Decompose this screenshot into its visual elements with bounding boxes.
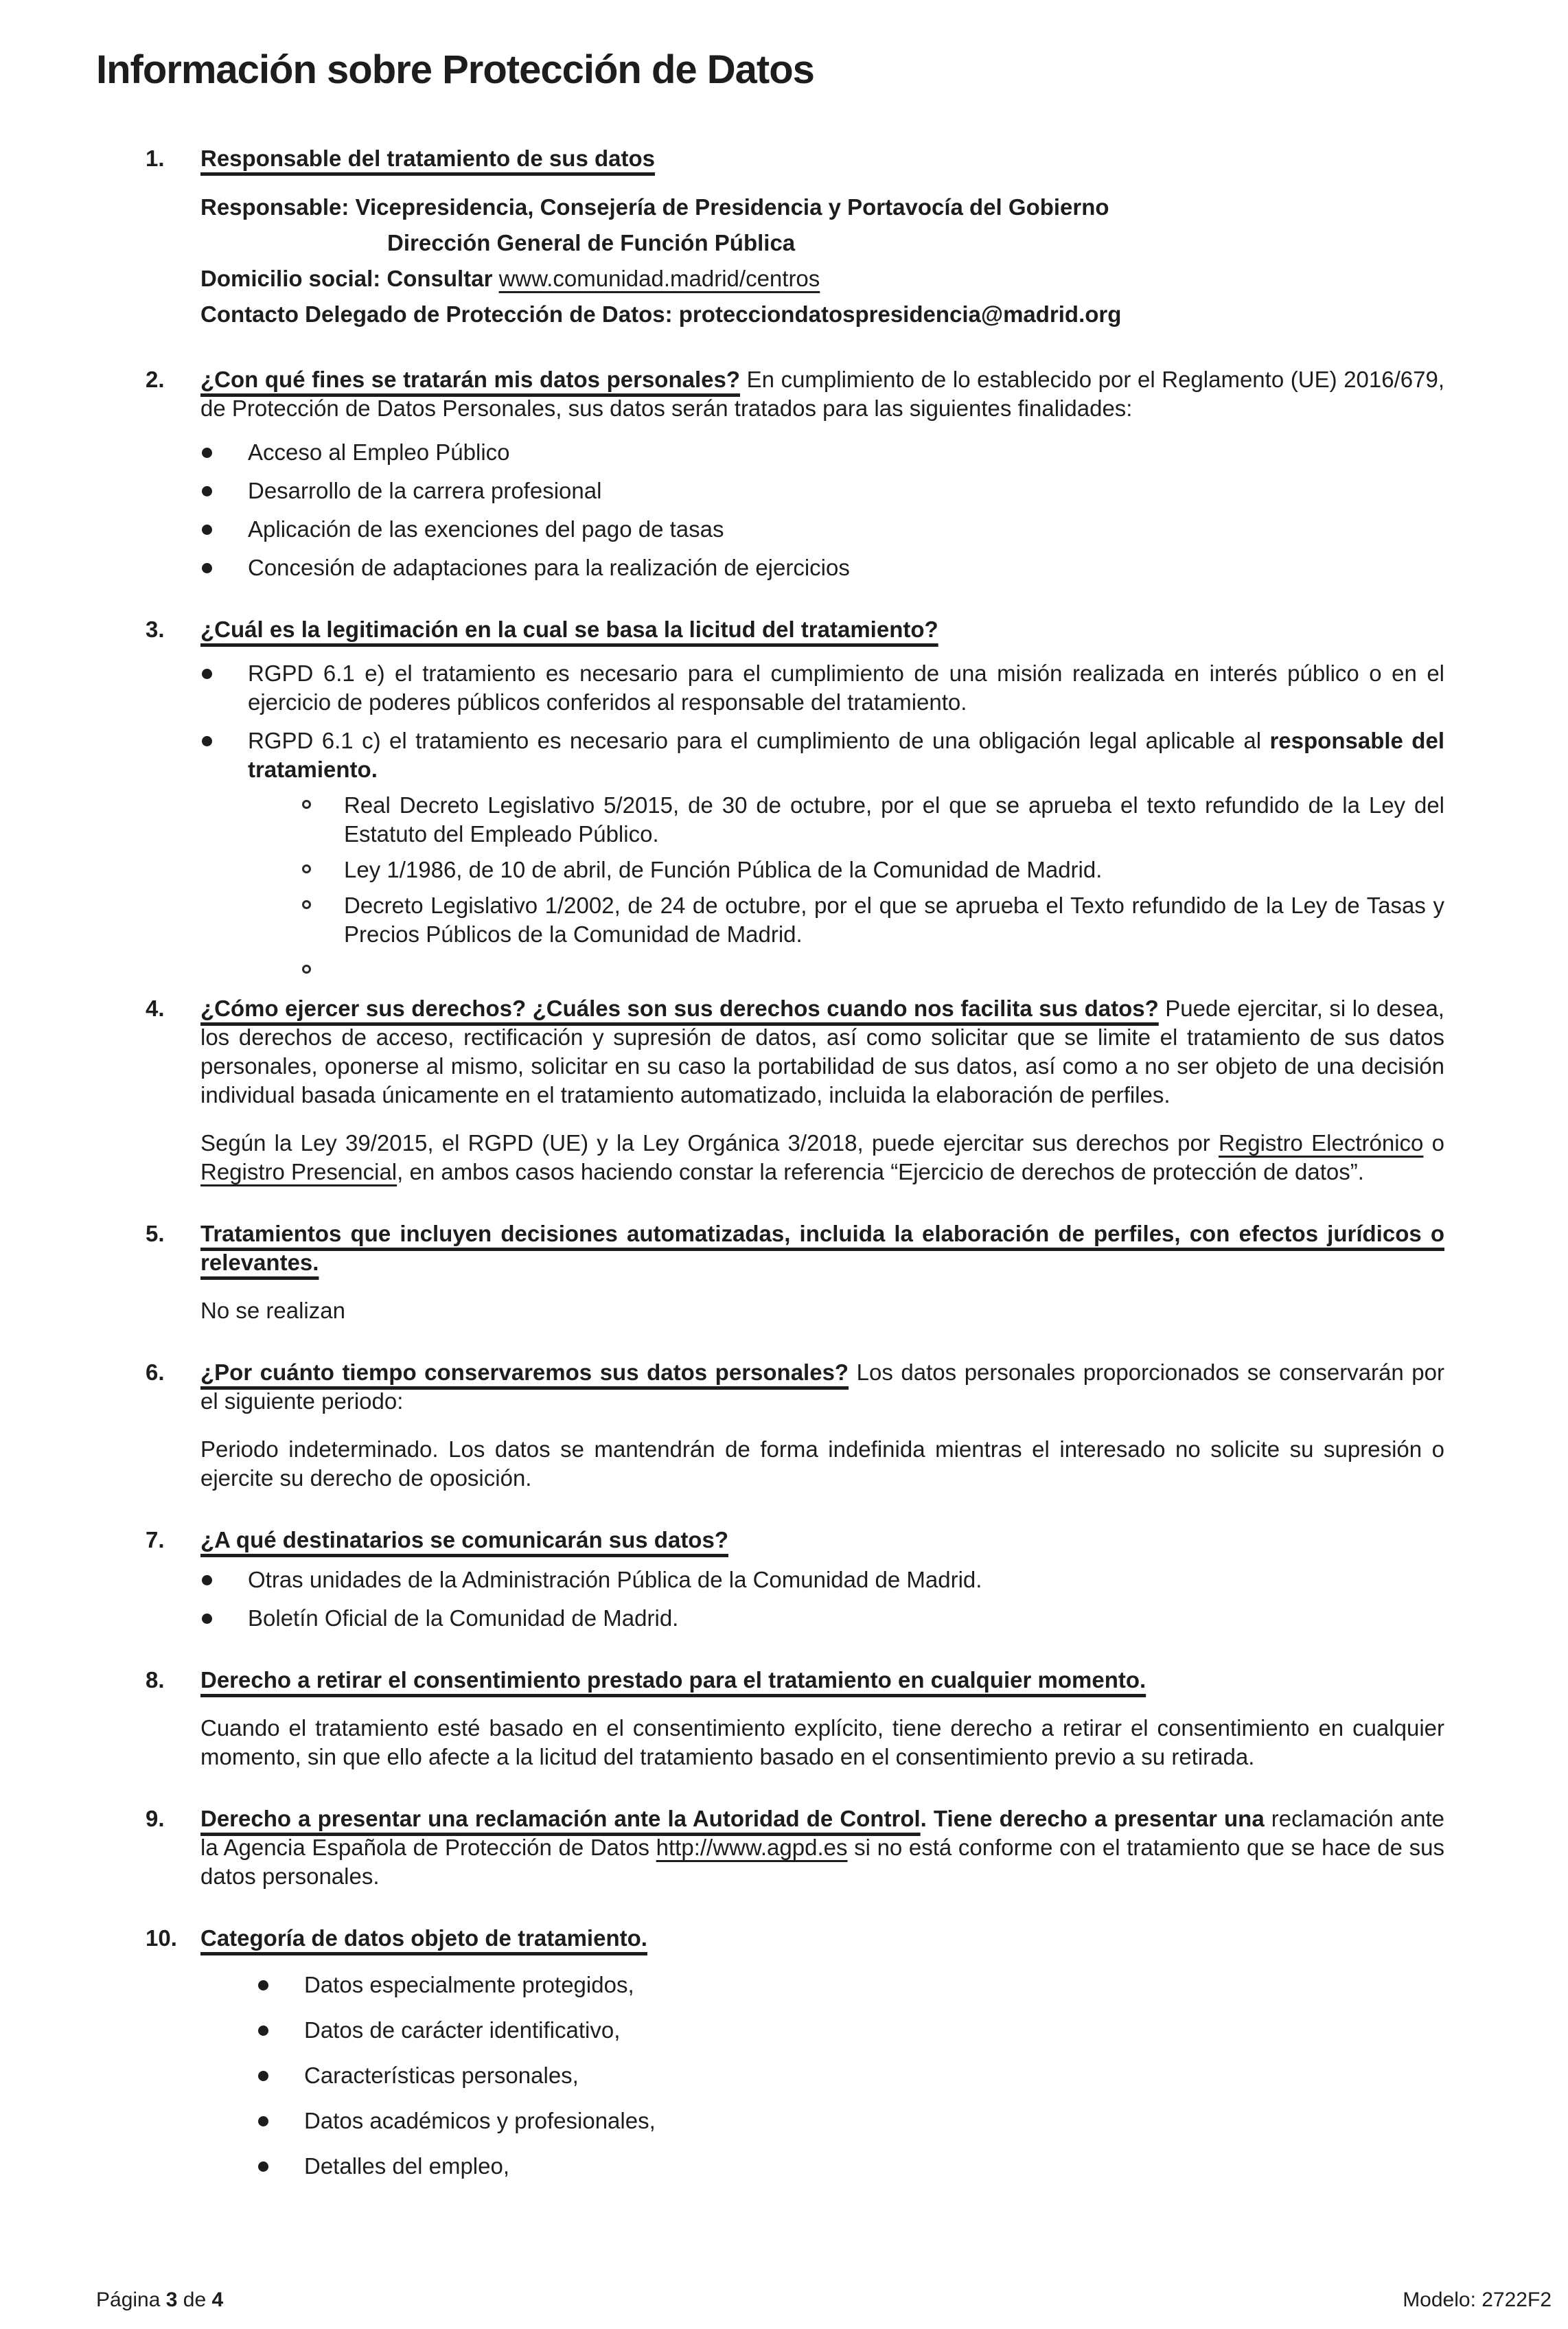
section-6-heading: ¿Por cuánto tiempo conservaremos sus datos personales? xyxy=(200,1359,849,1385)
section-2-intro: En cumplimiento de lo establecido por el Reglamento (UE) 2016/679, de Protección de Datos Personales, sus datos serán tratados para las siguientes finalidades: xyxy=(200,367,1444,421)
section-2-intro-paragraph xyxy=(200,365,1444,423)
bullet-item: Acceso al Empleo Público xyxy=(200,438,1444,467)
section-1-details xyxy=(200,190,1444,332)
paragraph-text: si no está conforme con el tratamiento que se hace de sus datos personales. xyxy=(200,1835,1444,1889)
section-2-heading: ¿Con qué fines se tratarán mis datos personales? xyxy=(200,367,741,392)
bullet-dot-icon xyxy=(202,736,212,746)
section-3-heading: ¿Cuál es la legitimación en la cual se basa la licitud del tratamiento? xyxy=(200,617,938,642)
section-6-intro: Los datos personales proporcionados se conservarán por el siguiente periodo: xyxy=(200,1359,1444,1414)
bullet-dot-icon xyxy=(202,486,212,496)
section-5-body: No se realizan xyxy=(200,1298,345,1323)
direccion-line: Dirección General de Función Pública xyxy=(387,230,796,255)
section-10-heading: Categoría de datos objeto de tratamiento. xyxy=(200,1925,647,1951)
total-pages-number: 4 xyxy=(211,2288,224,2311)
document-body xyxy=(0,103,1568,2181)
bullet-item: Concesión de adaptaciones para la realización de ejercicios xyxy=(200,553,1444,582)
bullet-item: Datos de carácter identificativo, xyxy=(257,2016,1444,2045)
section-4-heading: ¿Cómo ejercer sus derechos? ¿Cuáles son sus derechos cuando nos facilita sus datos? xyxy=(200,996,1159,1021)
section-8 xyxy=(146,1666,1444,1771)
bullet-dot-icon xyxy=(202,525,212,535)
paragraph-text: , en ambos casos haciendo constar la referencia “Ejercicio de derechos de protección de datos”. xyxy=(397,1159,1364,1184)
section-9-heading-continuation: . Tiene derecho a presentar una xyxy=(920,1806,1271,1831)
current-page-number: 3 xyxy=(165,2288,178,2311)
section-2 xyxy=(146,365,1444,582)
bullet-item: Aplicación de las exenciones del pago de tasas xyxy=(200,515,1444,544)
bullet-dot-icon xyxy=(258,1980,268,1990)
sub-bullet-item: Real Decreto Legislativo 5/2015, de 30 de octubre, por el que se aprueba el texto refundido de la Ley del Estatuto del Empleado Público. xyxy=(302,791,1444,849)
bullet-item: Características personales, xyxy=(257,2061,1444,2090)
section-5-heading: Tratamientos que incluyen decisiones automatizadas, incluida la elaboración de perfiles, con efectos jurídicos o relevantes. xyxy=(200,1221,1444,1275)
section-6-body: Periodo indeterminado. Los datos se mantendrán de forma indefinida mientras el interesado no solicite su supresión o ejercite su derecho de oposición. xyxy=(200,1436,1444,1491)
section-1 xyxy=(146,144,1444,332)
section-7-number: 7. xyxy=(146,1527,165,1552)
bullet-dot-icon xyxy=(202,1614,212,1624)
domicilio-label: Domicilio social: Consultar xyxy=(200,266,499,291)
section-6-number: 6. xyxy=(146,1359,165,1385)
section-4 xyxy=(146,994,1444,1186)
section-8-heading: Derecho a retirar el consentimiento prestado para el tratamiento en cualquier momento. xyxy=(200,1667,1146,1693)
bullet-item: Detalles del empleo, xyxy=(257,2152,1444,2181)
circle-bullet-icon xyxy=(302,800,311,809)
page-footer xyxy=(96,2288,1552,2313)
section-7-heading: ¿A qué destinatarios se comunicarán sus datos? xyxy=(200,1527,728,1552)
section-5-number: 5. xyxy=(146,1221,165,1246)
page-indicator: Página 3 de 4 xyxy=(96,2288,224,2311)
paragraph-text: o xyxy=(1423,1130,1444,1156)
section-6-intro-paragraph xyxy=(200,1358,1444,1416)
bullet-item: RGPD 6.1 e) el tratamiento es necesario para el cumplimiento de una misión realizada en interés público o en el ejercicio de poderes públicos conferidos al responsable del tratamiento. xyxy=(200,659,1444,717)
bullet-text-normal: RGPD 6.1 c) el tratamiento es necesario para el cumplimiento de una obligación legal aplicable al xyxy=(248,728,1270,753)
page-title: Información sobre Protección de Datos xyxy=(96,47,814,92)
section-9-number: 9. xyxy=(146,1806,165,1831)
section-8-body: Cuando el tratamiento esté basado en el consentimiento explícito, tiene derecho a retirar el consentimiento en cualquier momento, sin que ello afecte a la licitud del tratamiento basado en el consentimiento previo a su retirada. xyxy=(200,1715,1444,1769)
section-7 xyxy=(146,1526,1444,1633)
sub-bullet-item: Ley 1/1986, de 10 de abril, de Función Pública de la Comunidad de Madrid. xyxy=(302,856,1444,884)
bullet-dot-icon xyxy=(258,2116,268,2126)
section-1-heading: Responsable del tratamiento de sus datos xyxy=(200,146,655,171)
section-8-number: 8. xyxy=(146,1667,165,1693)
section-10-bullet-list xyxy=(257,1971,1444,2181)
section-10-number: 10. xyxy=(146,1925,177,1951)
section-2-number: 2. xyxy=(146,367,165,392)
domicilio-line xyxy=(200,261,1444,297)
bullet-dot-icon xyxy=(258,2161,268,2172)
section-3 xyxy=(146,615,1444,974)
section-3-sub-bullet-list xyxy=(302,791,1444,974)
bullet-item: Desarrollo de la carrera profesional xyxy=(200,477,1444,505)
section-5 xyxy=(146,1219,1444,1325)
model-code: Modelo: 2722F2 xyxy=(1403,2288,1552,2311)
bullet-dot-icon xyxy=(202,669,212,679)
section-2-bullet-list xyxy=(200,438,1444,582)
bullet-dot-icon xyxy=(258,2071,268,2081)
bullet-text-bold: responsable del tratamiento. xyxy=(248,728,1444,782)
bullet-dot-icon xyxy=(202,1575,212,1585)
section-3-number: 3. xyxy=(146,617,165,642)
section-9-paragraph xyxy=(200,1804,1444,1891)
section-10 xyxy=(146,1924,1444,2181)
paragraph-text: Según la Ley 39/2015, el RGPD (UE) y la Ley Orgánica 3/2018, puede ejercitar sus derechos por xyxy=(200,1130,1219,1156)
section-4-intro: Puede ejercitar, si lo desea, los derechos de acceso, rectificación y supresión de datos, así como solicitar que se limite el tratamiento de sus datos personales, oponerse al mismo, solicitar en su caso la portabilidad de sus datos, así como a no ser objeto de una decisión individual basada únicamente en el tratamiento automatizado, incluida la elaboración de perfiles. xyxy=(200,996,1444,1108)
agpd-url-link[interactable]: http://www.agpd.es xyxy=(656,1835,848,1860)
circle-bullet-icon xyxy=(302,965,311,974)
section-3-bullet-list xyxy=(200,659,1444,974)
section-9-heading: Derecho a presentar una reclamación ante la Autoridad de Control xyxy=(200,1806,921,1831)
contacto-line: Contacto Delegado de Protección de Datos: protecciondatospresidencia@madrid.org xyxy=(200,301,1122,327)
bullet-item: Datos especialmente protegidos, xyxy=(257,1971,1444,1999)
registro-electronico-link[interactable]: Registro Electrónico xyxy=(1219,1130,1424,1156)
centros-url-link[interactable]: www.comunidad.madrid/centros xyxy=(498,266,820,291)
paragraph-text: reclamación ante la Agencia Española de Protección de Datos xyxy=(200,1806,1445,1860)
bullet-item: Boletín Oficial de la Comunidad de Madrid. xyxy=(200,1604,1444,1633)
bullet-item xyxy=(200,726,1444,784)
bullet-dot-icon xyxy=(202,448,212,458)
circle-bullet-icon xyxy=(302,900,311,909)
bullet-item: Otras unidades de la Administración Pública de la Comunidad de Madrid. xyxy=(200,1565,1444,1594)
section-4-number: 4. xyxy=(146,996,165,1021)
section-4-intro-paragraph xyxy=(200,994,1444,1110)
section-4-second-paragraph xyxy=(200,1129,1444,1186)
bullet-dot-icon xyxy=(258,2026,268,2036)
responsable-line: Responsable: Vicepresidencia, Consejería de Presidencia y Portavocía del Gobierno xyxy=(200,194,1109,220)
section-1-number: 1. xyxy=(146,146,165,171)
section-9 xyxy=(146,1804,1445,1891)
section-6 xyxy=(146,1358,1444,1493)
bullet-item: Datos académicos y profesionales, xyxy=(257,2107,1444,2135)
bullet-dot-icon xyxy=(202,563,212,573)
registro-presencial-link[interactable]: Registro Presencial xyxy=(200,1159,397,1184)
sub-bullet-item-empty xyxy=(302,956,1444,974)
section-7-bullet-list xyxy=(200,1565,1444,1633)
sub-bullet-item: Decreto Legislativo 1/2002, de 24 de octubre, por el que se aprueba el Texto refundido de la Ley de Tasas y Precios Públicos de la Comunidad de Madrid. xyxy=(302,891,1444,949)
circle-bullet-icon xyxy=(302,864,311,873)
